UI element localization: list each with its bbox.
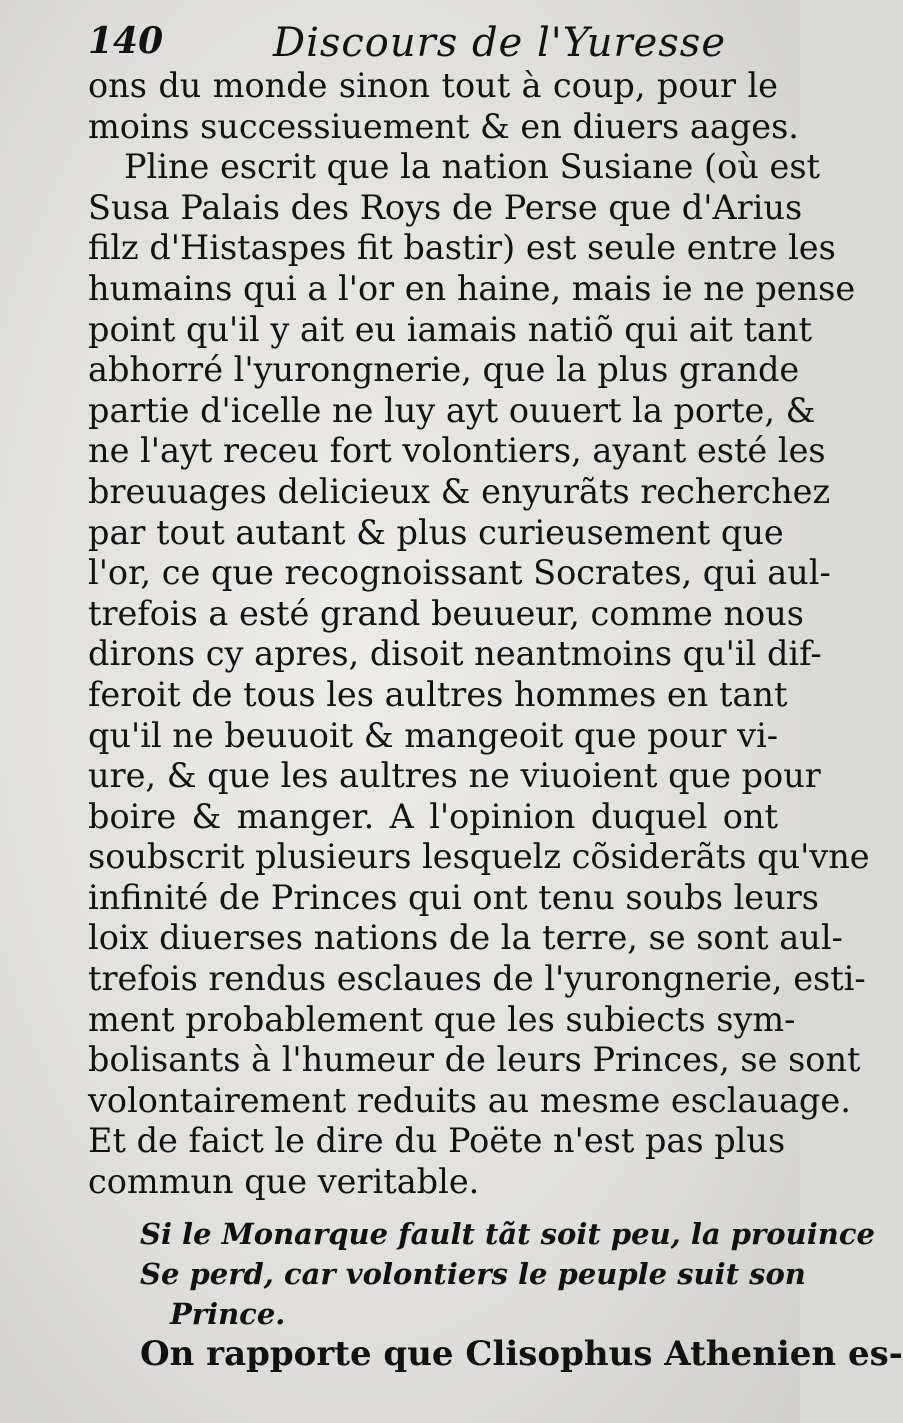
text-line: moins successiuement & en diuers aages. (88, 106, 799, 146)
text-line: loix diuerses nations de la terre, se sont aul- (88, 918, 843, 958)
text-line: Et de faict le dire du Poëte n'est pas plus (88, 1121, 786, 1161)
text-line: ure, & que les aultres ne viuoient que pour (88, 756, 821, 796)
closing-line: On rapporte que Clisophus Athenien es- (140, 1334, 903, 1374)
text-line: trefois rendus esclaues de l'yurongnerie, esti- (88, 959, 866, 999)
text-line: boire & manger. A l'opinion duquel ont (88, 796, 778, 836)
page-header (88, 14, 778, 70)
text-line: soubscrit plusieurs lesquelz cõsiderãts qu'vne (88, 837, 870, 877)
text-line: humains qui a l'or en haine, mais ie ne pense (88, 268, 856, 308)
verse-line: Si le Monarque fault tãt soit peu, la prouince (140, 1217, 875, 1251)
page-number: 140 (88, 20, 164, 62)
text-line: breuuages delicieux & enyurãts recherchez (88, 471, 831, 511)
text-line: l'or, ce que recognoissant Socrates, qui aul- (88, 553, 831, 593)
text-line: feroit de tous les aultres hommes en tant (88, 674, 788, 714)
text-line: ne l'ayt receu fort volontiers, ayant esté les (88, 431, 826, 471)
text-line: partie d'icelle ne luy ayt ouuert la porte, & (88, 390, 816, 430)
text-line: commun que veritable. (88, 1162, 480, 1202)
text-line: Pline escrit que la nation Susiane (où est (124, 147, 820, 187)
text-line: abhorré l'yurongnerie, que la plus grande (88, 350, 800, 390)
verse-quotation (140, 1214, 875, 1334)
body-text (88, 66, 870, 1203)
text-line: Susa Palais des Roys de Perse que d'Arius (88, 187, 803, 227)
text-line: bolisants à l'humeur de leurs Princes, se sont (88, 1040, 861, 1080)
text-line: volontairement reduits au mesme esclauage. (88, 1080, 851, 1120)
verse-line: Se perd, car volontiers le peuple suit son (140, 1257, 806, 1291)
text-line: par tout autant & plus curieusement que (88, 512, 784, 552)
running-head: Discours de l'Yuresse (273, 20, 726, 66)
text-line: trefois a esté grand beuueur, comme nous (88, 593, 804, 633)
text-line: filz d'Histaspes fit bastir) est seule entre les (88, 228, 836, 268)
text-line: ment probablement que les subiects sym- (88, 999, 796, 1039)
text-line: dirons cy apres, disoit neantmoins qu'il dif- (88, 634, 822, 674)
text-line: ons du monde sinon tout à coup, pour le (88, 66, 778, 105)
text-line: qu'il ne beuuoit & mangeoit que pour vi- (88, 715, 779, 755)
text-line: point qu'il y ait eu iamais natiõ qui ait tant (88, 309, 812, 349)
verse-line: Prince. (170, 1297, 286, 1331)
text-line: infinité de Princes qui ont tenu soubs leurs (88, 877, 819, 917)
